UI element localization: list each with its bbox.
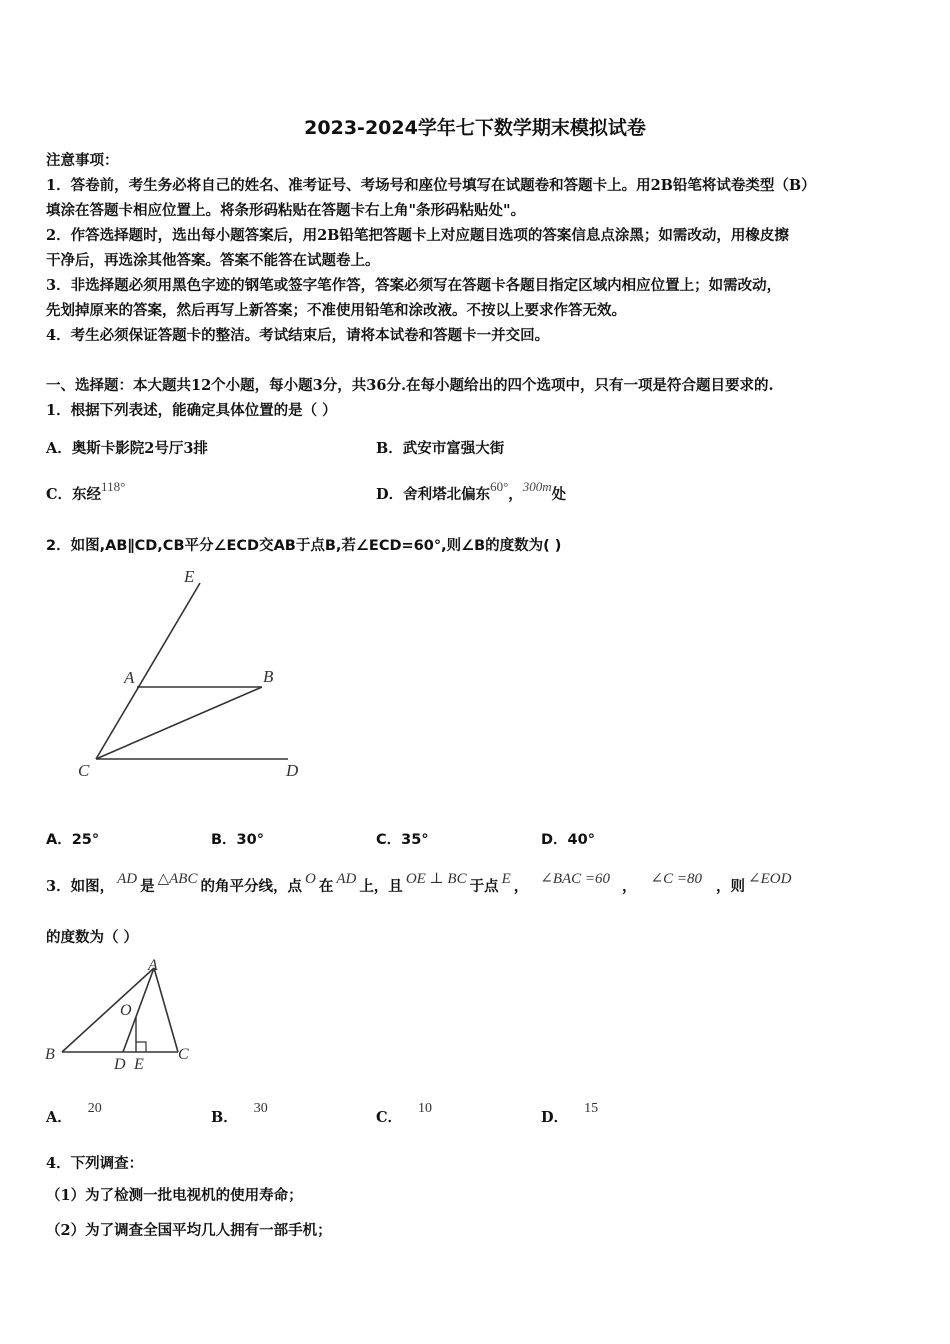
q3-label-a: A [148,957,158,974]
q3-text: 在 [318,878,334,895]
q3-label-b: B [45,1046,55,1063]
q3-math: ∠EOD [748,871,792,887]
q3-option-label: A． [46,1109,72,1126]
q2-option-c: C．35° [376,832,429,848]
q1-option-d-sep: ， [508,486,523,503]
q3-stem-line2: 的度数为（ ） [46,929,139,946]
notice-line: 1．答卷前，考生务必将自己的姓名、准考证号、考场号和座位号填写在试题卷和答题卡上。用2B铅笔将试卷类型（B） [46,177,816,194]
q1-option-c-math: 118° [101,479,126,494]
q1-option-d-end: 处 [551,486,567,503]
q3-label-o: O [120,1002,132,1019]
q1-option-d-math2: 300m [522,479,552,494]
notice-line: 4．考生必须保证答题卡的整洁。考试结束后，请将本试卷和答题卡一并交回。 [46,327,550,344]
q4-item: （2）为了调查全国平均几人拥有一部手机； [46,1222,332,1239]
notice-line: 干净后，再选涂其他答案。答案不能答在试题卷上。 [46,252,380,269]
q3-option-label: B． [211,1109,238,1126]
q3-text: 3．如图， [46,878,115,895]
q2-line-ce [96,583,200,759]
q2-stem: 2．如图,AB∥CD,CB平分∠ECD交AB于点B,若∠ECD=60°,则∠B的度数为( ) [46,538,562,554]
notice-line: 3．非选择题必须用黑色字迹的钢笔或签字笔作答，答案必须写在答题卡各题目指定区域内相应位置上；如需改动， [46,277,782,294]
q3-text: 是 [140,878,155,895]
q3-option-c [376,1101,433,1127]
q3-option-value: 10 [418,1101,433,1116]
q3-math: AD [336,871,357,887]
q3-line-ab [62,968,154,1052]
q4-stem: 4．下列调查： [46,1155,144,1172]
q2-line-cb [96,687,262,759]
q3-text: 上，且 [359,878,403,895]
q3-option-value: 30 [253,1101,268,1116]
q3-option-label: D． [541,1109,569,1126]
q2-label-b: B [263,667,274,686]
q1-option-d [376,479,567,504]
notice-line: 2．作答选择题时，选出每小题答案后，用2B铅笔把答题卡上对应题目选项的答案信息点涂黑；如需改动，用橡皮擦 [46,227,789,244]
q3-figure [40,952,200,1077]
q1-option-c [46,479,126,504]
q3-math: O [304,871,316,887]
q3-label-e: E [134,1056,144,1073]
q3-option-a [46,1101,102,1127]
q1-option-d-math1: 60° [490,479,509,494]
section-heading: 一、选择题：本大题共12个小题，每小题3分，共36分.在每小题给出的四个选项中，只有一项是符合题目要求的. [46,377,774,394]
q3-math: ∠BAC =60 [540,871,611,887]
q3-text: ，则 [716,878,745,895]
q3-option-d [541,1101,599,1127]
q1-option-a: A．奥斯卡影院2号厅3排 [46,440,208,457]
q3-line-ac [154,968,178,1052]
q3-math: OE ⊥ BC [405,871,467,887]
page-title: 2023-2024学年七下数学期末模拟试卷 [304,117,646,139]
q2-option-a: A．25° [46,832,100,848]
q2-figure [60,560,320,790]
notice-line: 先划掉原来的答案，然后再写上新答案；不准使用铅笔和涂改液。不按以上要求作答无效。 [46,302,626,319]
q3-right-angle-mark [136,1042,146,1052]
q3-option-label: C． [376,1109,403,1126]
q1-option-b: B．武安市富强大街 [376,440,505,457]
q4-item: （1）为了检测一批电视机的使用寿命； [46,1187,303,1204]
q3-stem [46,871,794,896]
q3-math: AD [117,871,138,887]
q3-text: ， [622,878,637,895]
q3-text: ， [513,878,529,895]
q1-option-d-text: D．舍利塔北偏东 [376,486,491,503]
q1-stem: 1．根据下列表述，能确定具体位置的是（ ） [46,402,337,419]
q3-label-c: C [178,1046,189,1063]
q3-text: 的角平分线，点 [200,878,302,895]
notice-line: 填涂在答题卡相应位置上。将条形码粘贴在答题卡右上角"条形码粘贴处"。 [46,202,526,219]
q2-label-e: E [184,567,195,586]
q3-option-b [211,1101,268,1127]
q3-label-d: D [114,1056,126,1073]
q3-option-value: 15 [584,1101,599,1116]
notice-heading: 注意事项： [46,152,119,169]
q3-math: E [501,871,511,887]
q2-option-b: B．30° [211,832,264,848]
q2-option-d: D．40° [541,832,595,848]
q3-math: ∠C =80 [650,871,702,887]
q2-label-d: D [286,761,299,780]
q3-math: △ABC [157,871,198,887]
q3-text: 于点 [469,878,499,895]
q1-option-c-text: C．东经 [46,486,102,503]
q2-label-a: A [124,668,135,687]
q3-option-value: 20 [87,1101,102,1116]
q2-label-c: C [78,761,90,780]
